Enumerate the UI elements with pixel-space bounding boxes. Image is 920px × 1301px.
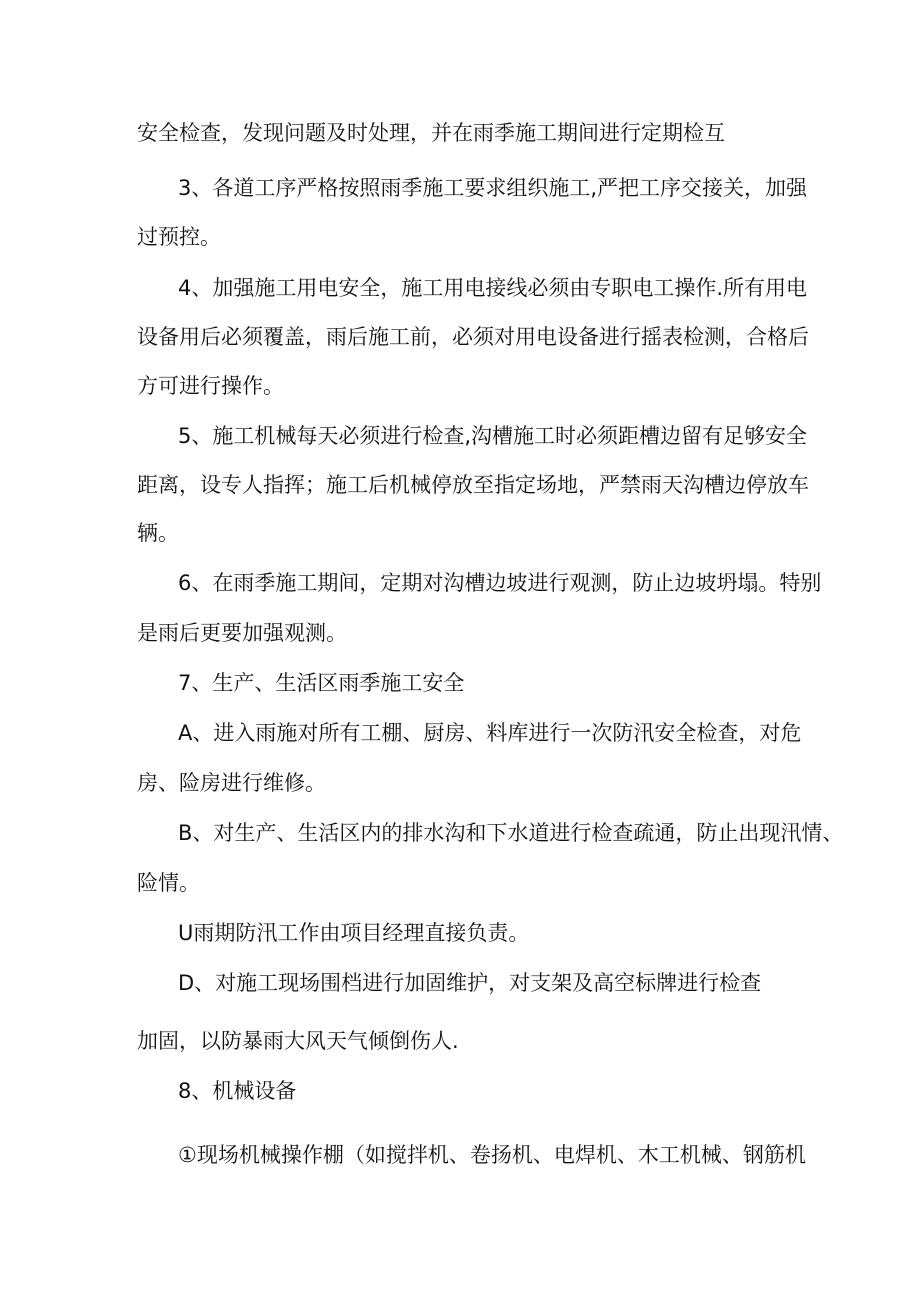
item-5-line-1: 5、施工机械每天必须进行检查,沟槽施工时必须距槽边留有足够安全 bbox=[178, 424, 808, 448]
paragraph-continuation-inspection: 安全检查，发现问题及时处理，并在雨季施工期间进行定期检互 bbox=[137, 121, 725, 145]
item-6-line-1: 6、在雨季施工期间，定期对沟槽边坡进行观测，防止边坡坍塌。特别 bbox=[178, 571, 822, 595]
item-7d-line-2: 加固，以防暴雨大风天气倾倒伤人. bbox=[137, 1029, 459, 1053]
item-6-line-2: 是雨后更要加强观测。 bbox=[137, 621, 347, 645]
item-3-line-2: 过预控。 bbox=[137, 225, 221, 249]
item-5-line-3: 辆。 bbox=[137, 521, 179, 545]
item-8-1-line-1: ①现场机械操作棚（如搅拌机、卷扬机、电焊机、木工机械、钢筋机 bbox=[178, 1143, 806, 1167]
item-4-line-2: 设备用后必须覆盖，雨后施工前，必须对用电设备进行摇表检测，合格后 bbox=[137, 325, 809, 349]
item-8-heading: 8、机械设备 bbox=[178, 1079, 297, 1103]
item-5-line-2: 距离，设专人指挥；施工后机械停放至指定场地，严禁雨天沟槽边停放车 bbox=[137, 473, 809, 497]
item-4-line-1: 4、加强施工用电安全，施工用电接线必须由专职电工操作.所有用电 bbox=[178, 276, 808, 300]
item-7a-line-2: 房、险房进行维修。 bbox=[137, 771, 326, 795]
item-7-heading: 7、生产、生活区雨季施工安全 bbox=[178, 671, 465, 695]
item-7c-line: U雨期防汛工作由项目经理直接负责。 bbox=[178, 921, 530, 945]
item-7b-line-1: B、对生产、生活区内的排水沟和下水道进行检查疏通，防止出现汛情、 bbox=[178, 821, 844, 845]
item-3-line-1: 3、各道工序严格按照雨季施工要求组织施工,严把工序交接关，加强 bbox=[178, 176, 808, 200]
item-4-line-3: 方可进行操作。 bbox=[137, 374, 284, 398]
item-7a-line-1: A、进入雨施对所有工棚、厨房、料库进行一次防汛安全检查，对危 bbox=[178, 721, 802, 745]
item-7b-line-2: 险情。 bbox=[137, 871, 200, 895]
item-7d-line-1: D、对施工现场围档进行加固维护，对支架及高空标牌进行检查 bbox=[178, 971, 762, 995]
